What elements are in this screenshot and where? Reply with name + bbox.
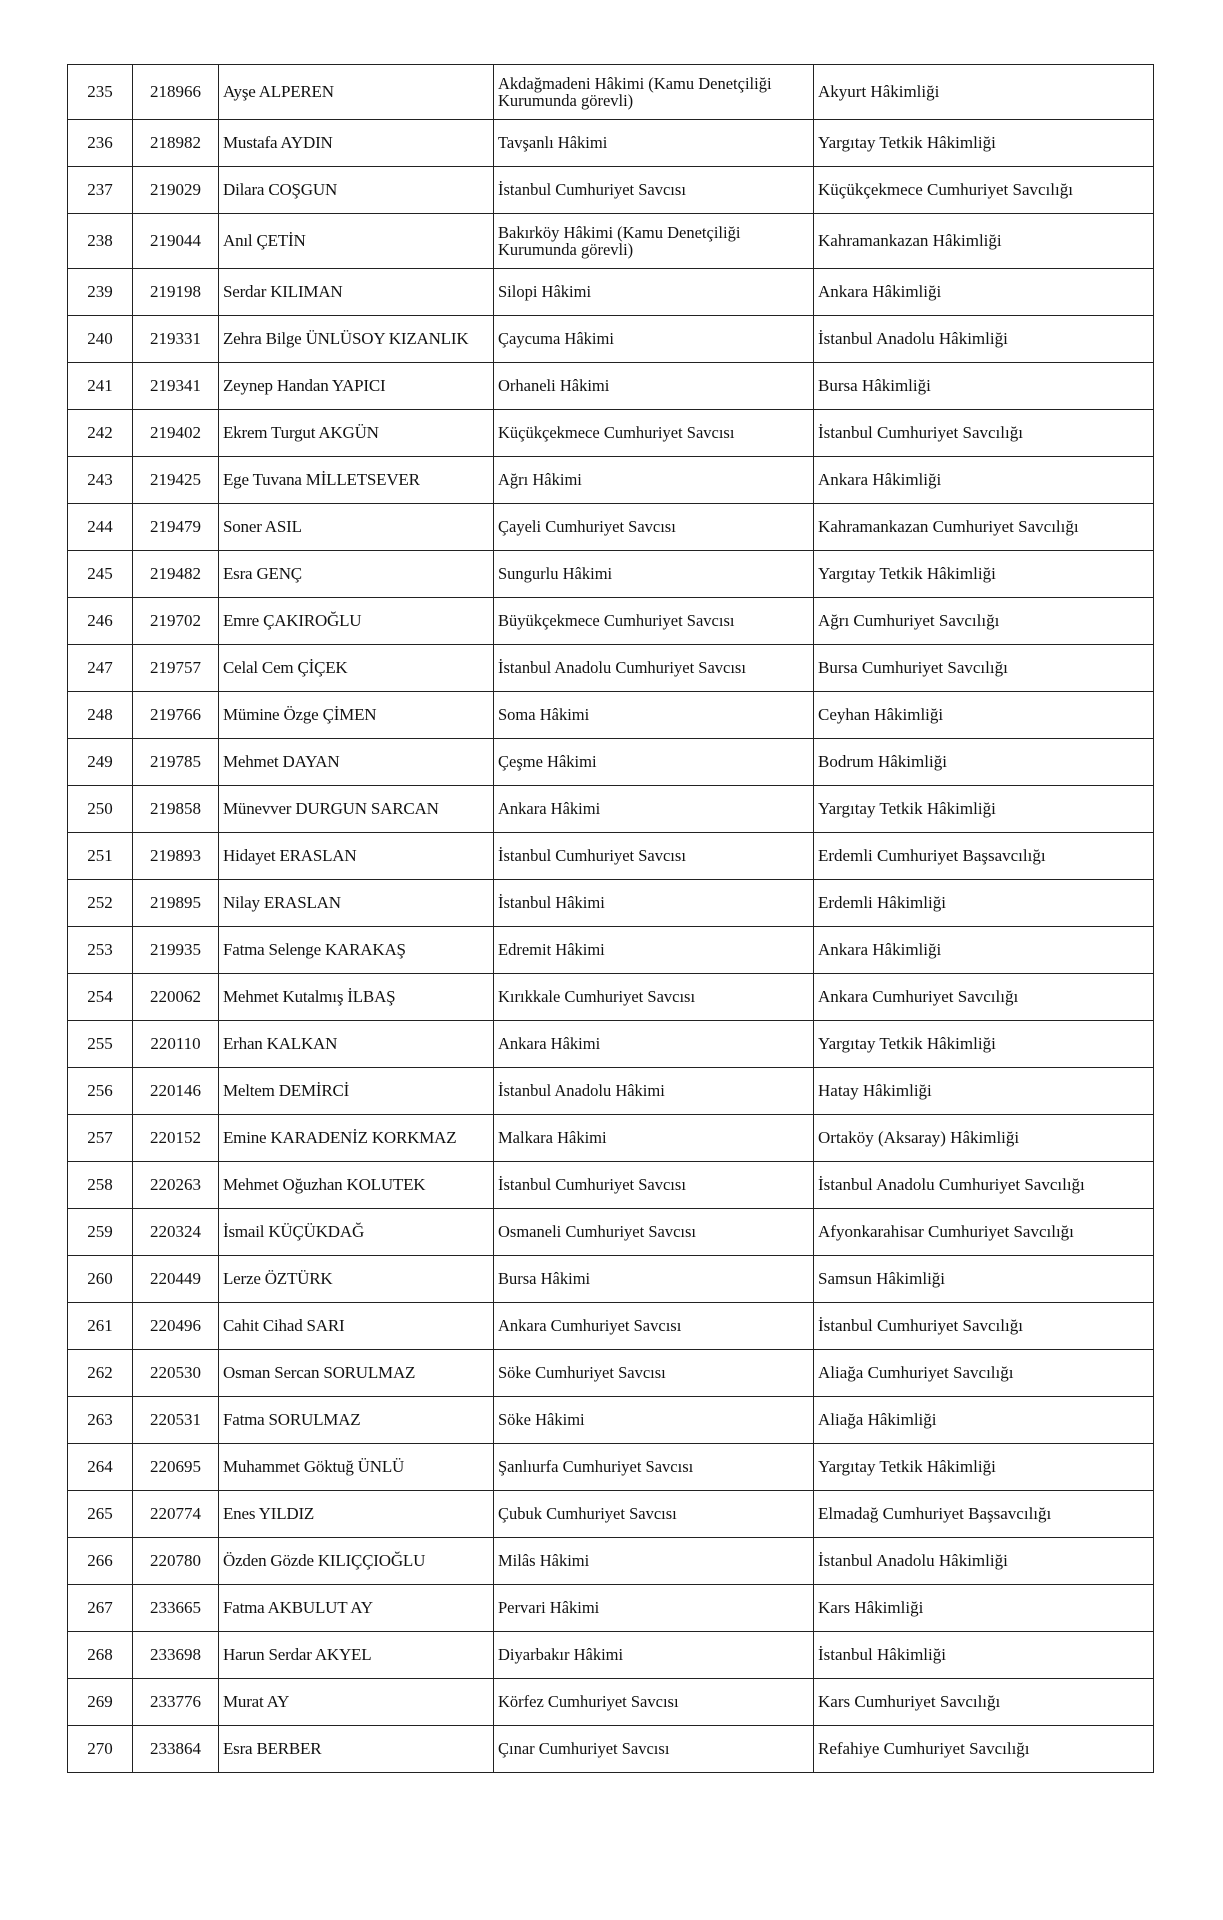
registry-number-cell: 220774 xyxy=(133,1491,219,1538)
registry-number-cell: 219893 xyxy=(133,833,219,880)
table-row xyxy=(68,1679,1154,1726)
table-row xyxy=(68,65,1154,120)
registry-number-cell: 219331 xyxy=(133,316,219,363)
registry-number-cell: 218966 xyxy=(133,65,219,120)
row-number-cell: 267 xyxy=(68,1585,133,1632)
person-name-cell: Ayşe ALPEREN xyxy=(219,65,494,120)
registry-number-cell: 219198 xyxy=(133,269,219,316)
table-row xyxy=(68,1726,1154,1773)
person-name-cell: Dilara COŞGUN xyxy=(219,167,494,214)
current-post-cell: Pervari Hâkimi xyxy=(494,1585,814,1632)
person-name-cell: Emine KARADENİZ KORKMAZ xyxy=(219,1115,494,1162)
new-post-cell: Ortaköy (Aksaray) Hâkimliği xyxy=(814,1115,1154,1162)
new-post-cell: Yargıtay Tetkik Hâkimliği xyxy=(814,786,1154,833)
current-post-cell: Silopi Hâkimi xyxy=(494,269,814,316)
registry-number-cell: 220695 xyxy=(133,1444,219,1491)
table-row xyxy=(68,1256,1154,1303)
table-row xyxy=(68,974,1154,1021)
new-post-cell: Yargıtay Tetkik Hâkimliği xyxy=(814,120,1154,167)
new-post-cell: Bursa Cumhuriyet Savcılığı xyxy=(814,645,1154,692)
current-post-cell: Ağrı Hâkimi xyxy=(494,457,814,504)
person-name-cell: Osman Sercan SORULMAZ xyxy=(219,1350,494,1397)
current-post-cell: Büyükçekmece Cumhuriyet Savcısı xyxy=(494,598,814,645)
row-number-cell: 239 xyxy=(68,269,133,316)
row-number-cell: 270 xyxy=(68,1726,133,1773)
row-number-cell: 240 xyxy=(68,316,133,363)
registry-number-cell: 218982 xyxy=(133,120,219,167)
table-row xyxy=(68,1632,1154,1679)
current-post-cell: Söke Cumhuriyet Savcısı xyxy=(494,1350,814,1397)
table-row xyxy=(68,1162,1154,1209)
person-name-cell: İsmail KÜÇÜKDAĞ xyxy=(219,1209,494,1256)
person-name-cell: Mehmet DAYAN xyxy=(219,739,494,786)
row-number-cell: 246 xyxy=(68,598,133,645)
table-row xyxy=(68,1350,1154,1397)
table-row xyxy=(68,1209,1154,1256)
person-name-cell: Münevver DURGUN SARCAN xyxy=(219,786,494,833)
registry-number-cell: 219766 xyxy=(133,692,219,739)
new-post-cell: İstanbul Hâkimliği xyxy=(814,1632,1154,1679)
current-post-cell: Sungurlu Hâkimi xyxy=(494,551,814,598)
registry-number-cell: 233698 xyxy=(133,1632,219,1679)
person-name-cell: Lerze ÖZTÜRK xyxy=(219,1256,494,1303)
registry-number-cell: 220324 xyxy=(133,1209,219,1256)
table-row xyxy=(68,739,1154,786)
row-number-cell: 255 xyxy=(68,1021,133,1068)
table-row xyxy=(68,363,1154,410)
row-number-cell: 238 xyxy=(68,214,133,269)
table-row xyxy=(68,833,1154,880)
row-number-cell: 258 xyxy=(68,1162,133,1209)
current-post-cell: İstanbul Anadolu Cumhuriyet Savcısı xyxy=(494,645,814,692)
row-number-cell: 253 xyxy=(68,927,133,974)
row-number-cell: 264 xyxy=(68,1444,133,1491)
row-number-cell: 262 xyxy=(68,1350,133,1397)
current-post-cell: İstanbul Hâkimi xyxy=(494,880,814,927)
row-number-cell: 254 xyxy=(68,974,133,1021)
row-number-cell: 243 xyxy=(68,457,133,504)
person-name-cell: Muhammet Göktuğ ÜNLÜ xyxy=(219,1444,494,1491)
person-name-cell: Mehmet Kutalmış İLBAŞ xyxy=(219,974,494,1021)
registry-number-cell: 220496 xyxy=(133,1303,219,1350)
person-name-cell: Enes YILDIZ xyxy=(219,1491,494,1538)
current-post-cell: Çeşme Hâkimi xyxy=(494,739,814,786)
row-number-cell: 266 xyxy=(68,1538,133,1585)
new-post-cell: Kars Cumhuriyet Savcılığı xyxy=(814,1679,1154,1726)
new-post-cell: Refahiye Cumhuriyet Savcılığı xyxy=(814,1726,1154,1773)
registry-number-cell: 219341 xyxy=(133,363,219,410)
row-number-cell: 256 xyxy=(68,1068,133,1115)
table-row xyxy=(68,1303,1154,1350)
registry-number-cell: 219858 xyxy=(133,786,219,833)
new-post-cell: Akyurt Hâkimliği xyxy=(814,65,1154,120)
current-post-cell: Malkara Hâkimi xyxy=(494,1115,814,1162)
person-name-cell: Cahit Cihad SARI xyxy=(219,1303,494,1350)
row-number-cell: 241 xyxy=(68,363,133,410)
new-post-cell: İstanbul Anadolu Cumhuriyet Savcılığı xyxy=(814,1162,1154,1209)
current-post-cell: İstanbul Anadolu Hâkimi xyxy=(494,1068,814,1115)
person-name-cell: Emre ÇAKIROĞLU xyxy=(219,598,494,645)
new-post-cell: Erdemli Hâkimliği xyxy=(814,880,1154,927)
row-number-cell: 260 xyxy=(68,1256,133,1303)
person-name-cell: Ege Tuvana MİLLETSEVER xyxy=(219,457,494,504)
registry-number-cell: 219029 xyxy=(133,167,219,214)
new-post-cell: Kars Hâkimliği xyxy=(814,1585,1154,1632)
person-name-cell: Celal Cem ÇİÇEK xyxy=(219,645,494,692)
registry-number-cell: 220152 xyxy=(133,1115,219,1162)
appointment-table-body xyxy=(68,65,1154,1773)
current-post-cell: Çaycuma Hâkimi xyxy=(494,316,814,363)
appointment-table xyxy=(67,64,1154,1773)
registry-number-cell: 220530 xyxy=(133,1350,219,1397)
person-name-cell: Zehra Bilge ÜNLÜSOY KIZANLIK xyxy=(219,316,494,363)
new-post-cell: Ağrı Cumhuriyet Savcılığı xyxy=(814,598,1154,645)
table-row xyxy=(68,551,1154,598)
table-row xyxy=(68,1115,1154,1162)
table-row xyxy=(68,1397,1154,1444)
person-name-cell: Soner ASIL xyxy=(219,504,494,551)
new-post-cell: Ceyhan Hâkimliği xyxy=(814,692,1154,739)
table-row xyxy=(68,504,1154,551)
current-post-cell: Küçükçekmece Cumhuriyet Savcısı xyxy=(494,410,814,457)
current-post-cell: Çayeli Cumhuriyet Savcısı xyxy=(494,504,814,551)
current-post-cell: Soma Hâkimi xyxy=(494,692,814,739)
current-post-cell: Orhaneli Hâkimi xyxy=(494,363,814,410)
table-row xyxy=(68,167,1154,214)
row-number-cell: 259 xyxy=(68,1209,133,1256)
person-name-cell: Erhan KALKAN xyxy=(219,1021,494,1068)
registry-number-cell: 233665 xyxy=(133,1585,219,1632)
row-number-cell: 242 xyxy=(68,410,133,457)
current-post-cell: İstanbul Cumhuriyet Savcısı xyxy=(494,167,814,214)
row-number-cell: 268 xyxy=(68,1632,133,1679)
table-row xyxy=(68,645,1154,692)
current-post-cell: Tavşanlı Hâkimi xyxy=(494,120,814,167)
row-number-cell: 251 xyxy=(68,833,133,880)
person-name-cell: Mehmet Oğuzhan KOLUTEK xyxy=(219,1162,494,1209)
new-post-cell: Kahramankazan Cumhuriyet Savcılığı xyxy=(814,504,1154,551)
new-post-cell: İstanbul Anadolu Hâkimliği xyxy=(814,316,1154,363)
person-name-cell: Hidayet ERASLAN xyxy=(219,833,494,880)
person-name-cell: Fatma Selenge KARAKAŞ xyxy=(219,927,494,974)
new-post-cell: Yargıtay Tetkik Hâkimliği xyxy=(814,551,1154,598)
current-post-cell: Çubuk Cumhuriyet Savcısı xyxy=(494,1491,814,1538)
row-number-cell: 237 xyxy=(68,167,133,214)
table-row xyxy=(68,927,1154,974)
row-number-cell: 249 xyxy=(68,739,133,786)
person-name-cell: Esra GENÇ xyxy=(219,551,494,598)
registry-number-cell: 233864 xyxy=(133,1726,219,1773)
registry-number-cell: 219044 xyxy=(133,214,219,269)
current-post-cell: Milâs Hâkimi xyxy=(494,1538,814,1585)
new-post-cell: Bursa Hâkimliği xyxy=(814,363,1154,410)
table-row xyxy=(68,410,1154,457)
person-name-cell: Harun Serdar AKYEL xyxy=(219,1632,494,1679)
current-post-cell: Diyarbakır Hâkimi xyxy=(494,1632,814,1679)
new-post-cell: Yargıtay Tetkik Hâkimliği xyxy=(814,1444,1154,1491)
registry-number-cell: 219425 xyxy=(133,457,219,504)
registry-number-cell: 219479 xyxy=(133,504,219,551)
person-name-cell: Meltem DEMİRCİ xyxy=(219,1068,494,1115)
person-name-cell: Mustafa AYDIN xyxy=(219,120,494,167)
registry-number-cell: 220110 xyxy=(133,1021,219,1068)
current-post-cell: Ankara Hâkimi xyxy=(494,1021,814,1068)
current-post-cell: Çınar Cumhuriyet Savcısı xyxy=(494,1726,814,1773)
new-post-cell: Aliağa Cumhuriyet Savcılığı xyxy=(814,1350,1154,1397)
new-post-cell: Elmadağ Cumhuriyet Başsavcılığı xyxy=(814,1491,1154,1538)
row-number-cell: 236 xyxy=(68,120,133,167)
row-number-cell: 252 xyxy=(68,880,133,927)
new-post-cell: Bodrum Hâkimliği xyxy=(814,739,1154,786)
table-row xyxy=(68,214,1154,269)
person-name-cell: Zeynep Handan YAPICI xyxy=(219,363,494,410)
new-post-cell: Ankara Hâkimliği xyxy=(814,457,1154,504)
person-name-cell: Mümine Özge ÇİMEN xyxy=(219,692,494,739)
registry-number-cell: 220531 xyxy=(133,1397,219,1444)
registry-number-cell: 220146 xyxy=(133,1068,219,1115)
new-post-cell: İstanbul Anadolu Hâkimliği xyxy=(814,1538,1154,1585)
registry-number-cell: 219482 xyxy=(133,551,219,598)
table-row xyxy=(68,1538,1154,1585)
table-row xyxy=(68,1585,1154,1632)
person-name-cell: Özden Gözde KILIÇÇIOĞLU xyxy=(219,1538,494,1585)
current-post-cell: Söke Hâkimi xyxy=(494,1397,814,1444)
registry-number-cell: 219402 xyxy=(133,410,219,457)
table-row xyxy=(68,120,1154,167)
new-post-cell: Afyonkarahisar Cumhuriyet Savcılığı xyxy=(814,1209,1154,1256)
current-post-cell: İstanbul Cumhuriyet Savcısı xyxy=(494,833,814,880)
person-name-cell: Serdar KILIMAN xyxy=(219,269,494,316)
new-post-cell: Küçükçekmece Cumhuriyet Savcılığı xyxy=(814,167,1154,214)
table-row xyxy=(68,1491,1154,1538)
current-post-cell: Osmaneli Cumhuriyet Savcısı xyxy=(494,1209,814,1256)
person-name-cell: Esra BERBER xyxy=(219,1726,494,1773)
person-name-cell: Ekrem Turgut AKGÜN xyxy=(219,410,494,457)
table-row xyxy=(68,880,1154,927)
registry-number-cell: 219935 xyxy=(133,927,219,974)
new-post-cell: İstanbul Cumhuriyet Savcılığı xyxy=(814,410,1154,457)
row-number-cell: 248 xyxy=(68,692,133,739)
person-name-cell: Fatma AKBULUT AY xyxy=(219,1585,494,1632)
row-number-cell: 265 xyxy=(68,1491,133,1538)
current-post-cell: Körfez Cumhuriyet Savcısı xyxy=(494,1679,814,1726)
row-number-cell: 245 xyxy=(68,551,133,598)
row-number-cell: 257 xyxy=(68,1115,133,1162)
new-post-cell: Kahramankazan Hâkimliği xyxy=(814,214,1154,269)
table-row xyxy=(68,457,1154,504)
registry-number-cell: 219785 xyxy=(133,739,219,786)
row-number-cell: 247 xyxy=(68,645,133,692)
current-post-cell: Bakırköy Hâkimi (Kamu Denetçiliği Kurumunda görevli) xyxy=(494,214,814,269)
current-post-cell: Kırıkkale Cumhuriyet Savcısı xyxy=(494,974,814,1021)
row-number-cell: 269 xyxy=(68,1679,133,1726)
person-name-cell: Anıl ÇETİN xyxy=(219,214,494,269)
table-row xyxy=(68,598,1154,645)
registry-number-cell: 220449 xyxy=(133,1256,219,1303)
table-row xyxy=(68,316,1154,363)
current-post-cell: Edremit Hâkimi xyxy=(494,927,814,974)
current-post-cell: Bursa Hâkimi xyxy=(494,1256,814,1303)
table-row xyxy=(68,1068,1154,1115)
row-number-cell: 250 xyxy=(68,786,133,833)
registry-number-cell: 219757 xyxy=(133,645,219,692)
new-post-cell: Aliağa Hâkimliği xyxy=(814,1397,1154,1444)
new-post-cell: Ankara Hâkimliği xyxy=(814,927,1154,974)
person-name-cell: Nilay ERASLAN xyxy=(219,880,494,927)
registry-number-cell: 219702 xyxy=(133,598,219,645)
registry-number-cell: 220780 xyxy=(133,1538,219,1585)
table-row xyxy=(68,692,1154,739)
new-post-cell: Samsun Hâkimliği xyxy=(814,1256,1154,1303)
registry-number-cell: 220263 xyxy=(133,1162,219,1209)
new-post-cell: Yargıtay Tetkik Hâkimliği xyxy=(814,1021,1154,1068)
row-number-cell: 244 xyxy=(68,504,133,551)
registry-number-cell: 219895 xyxy=(133,880,219,927)
new-post-cell: Ankara Hâkimliği xyxy=(814,269,1154,316)
person-name-cell: Fatma SORULMAZ xyxy=(219,1397,494,1444)
person-name-cell: Murat AY xyxy=(219,1679,494,1726)
current-post-cell: Akdağmadeni Hâkimi (Kamu Denetçiliği Kurumunda görevli) xyxy=(494,65,814,120)
current-post-cell: Ankara Hâkimi xyxy=(494,786,814,833)
row-number-cell: 263 xyxy=(68,1397,133,1444)
registry-number-cell: 233776 xyxy=(133,1679,219,1726)
table-row xyxy=(68,786,1154,833)
current-post-cell: Ankara Cumhuriyet Savcısı xyxy=(494,1303,814,1350)
table-row xyxy=(68,269,1154,316)
registry-number-cell: 220062 xyxy=(133,974,219,1021)
new-post-cell: İstanbul Cumhuriyet Savcılığı xyxy=(814,1303,1154,1350)
new-post-cell: Ankara Cumhuriyet Savcılığı xyxy=(814,974,1154,1021)
row-number-cell: 235 xyxy=(68,65,133,120)
current-post-cell: İstanbul Cumhuriyet Savcısı xyxy=(494,1162,814,1209)
table-row xyxy=(68,1021,1154,1068)
row-number-cell: 261 xyxy=(68,1303,133,1350)
table-row xyxy=(68,1444,1154,1491)
new-post-cell: Erdemli Cumhuriyet Başsavcılığı xyxy=(814,833,1154,880)
new-post-cell: Hatay Hâkimliği xyxy=(814,1068,1154,1115)
current-post-cell: Şanlıurfa Cumhuriyet Savcısı xyxy=(494,1444,814,1491)
